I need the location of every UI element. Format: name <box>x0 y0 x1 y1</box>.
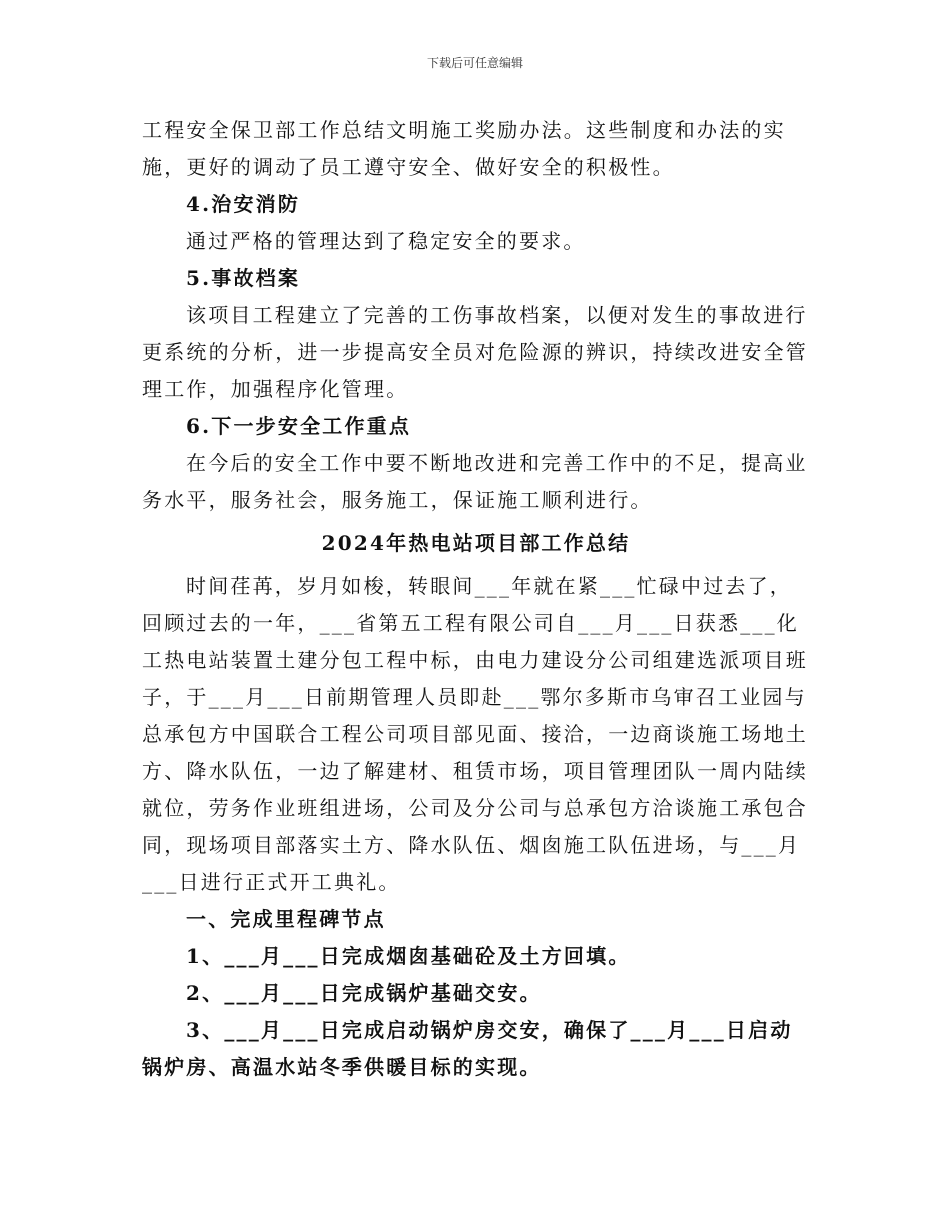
paragraph-accident-records: 该项目工程建立了完善的工伤事故档案，以便对发生的事故进行更系统的分析，进一步提高安全员对危险源的辨识，持续改进安全管理工作，加强程序化管理。 <box>142 303 808 401</box>
paragraph-safety-rules: 工程安全保卫部工作总结文明施工奖励办法。这些制度和办法的实施，更好的调动了员工遵守安全、做好安全的积极性。 <box>142 118 786 179</box>
heading-milestones: 一、完成里程碑节点 <box>186 907 386 931</box>
paragraph-next-steps: 在今后的安全工作中要不断地改进和完善工作中的不足，提高业务水平，服务社会，服务施工，保证施工顺利进行。 <box>142 451 808 512</box>
section-title: 2024年热电站项目部工作总结 <box>321 531 631 555</box>
milestone-item-3: 3、___月___日完成启动锅炉房交安，确保了___月___日启动锅炉房、高温水站冬季供暖目标的实现。 <box>142 1018 793 1079</box>
heading-accident-records: 5.事故档案 <box>186 266 301 290</box>
milestone-item-1: 1、___月___日完成烟囱基础砼及土方回填。 <box>186 944 631 968</box>
paragraph-project-intro: 时间荏苒，岁月如梭，转眼间___年就在紧___忙碌中过去了，回顾过去的一年，___省第五工程有限公司自___月___日获悉___化工热电站装置土建分包工程中标，由电力建设分公司组建选派项目班子，于___月___日前期管理人员即赴___鄂尔多斯市乌审召工业园与总承包方中国联合工程公司项目部见面、接洽，一边商谈施工场地土方、降水队伍，一边了解建材、租赁市场，项目管理团队一周内陆续就位，劳务作业班组进场，公司及分公司与总承包方洽谈施工承包合同，现场项目部落实土方、降水队伍、烟囱施工队伍进场，与___月___日进行正式开工典礼。 <box>142 574 808 894</box>
heading-next-steps: 6.下一步安全工作重点 <box>186 414 412 438</box>
page-header: 下载后可任意编辑 <box>426 56 523 70</box>
milestone-item-2: 2、___月___日完成锅炉基础交安。 <box>186 981 542 1005</box>
paragraph-fire-security: 通过严格的管理达到了稳定安全的要求。 <box>186 229 586 253</box>
heading-fire-security: 4.治安消防 <box>186 192 301 216</box>
document-body <box>142 112 810 1086</box>
